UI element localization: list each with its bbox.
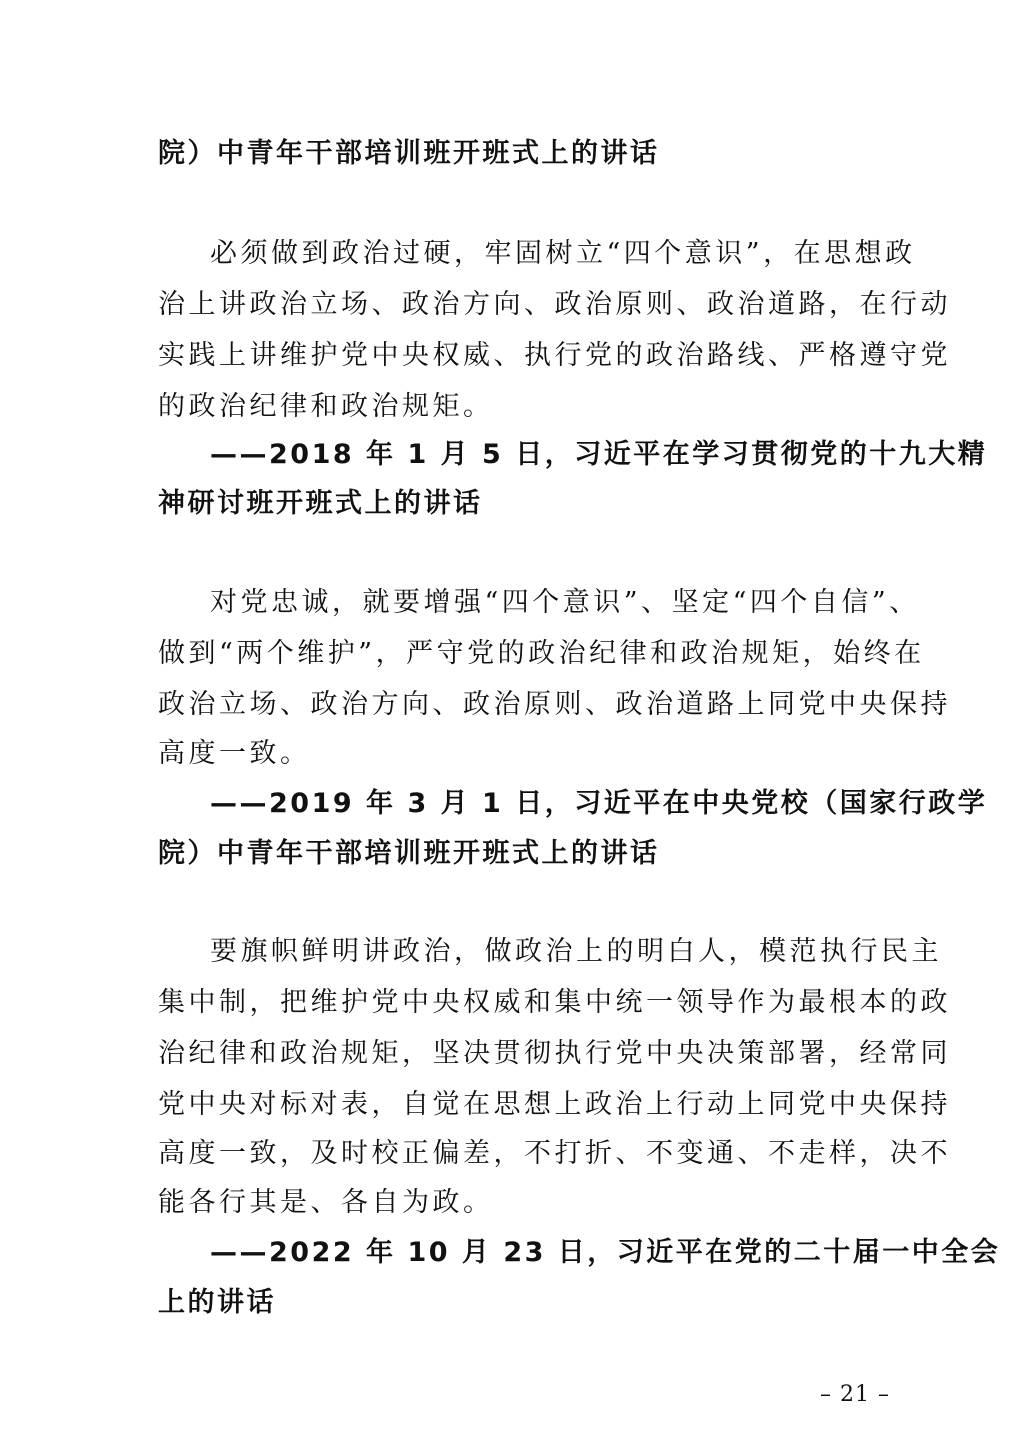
quote-text-line: 政治立场、政治方向、政治原则、政治道路上同党中央保持: [158, 689, 951, 720]
source-citation-line: 神研讨班开班式上的讲话: [158, 488, 483, 519]
quote-text-line: 必须做到政治过硬，牢固树立“四个意识”，在思想政: [210, 238, 916, 269]
quote-text-line: 高度一致，及时校正偏差，不打折、不变通、不走样，决不: [158, 1138, 951, 1169]
quote-text-line: 实践上讲维护党中央权威、执行党的政治路线、严格遵守党: [158, 340, 951, 371]
source-citation-line: 院）中青年干部培训班开班式上的讲话: [158, 838, 660, 869]
quote-text-line: 集中制，把维护党中央权威和集中统一领导作为最根本的政: [158, 987, 951, 1018]
quote-text-line: 做到“两个维护”，严守党的政治纪律和政治规矩，始终在: [158, 638, 925, 669]
quote-text-line: 要旗帜鲜明讲政治，做政治上的明白人，模范执行民主: [210, 936, 942, 967]
quote-text-line: 高度一致。: [158, 738, 311, 769]
source-citation-line: ——2019 年 3 月 1 日，习近平在中央党校（国家行政学: [210, 788, 988, 819]
source-citation-line: 院）中青年干部培训班开班式上的讲话: [158, 138, 660, 169]
quote-text-line: 党中央对标对表，自觉在思想上政治上行动上同党中央保持: [158, 1089, 951, 1120]
source-citation-line: ——2018 年 1 月 5 日，习近平在学习贯彻党的十九大精: [210, 439, 988, 470]
source-citation-line: 上的讲话: [158, 1287, 276, 1318]
quote-text-line: 能各行其是、各自为政。: [158, 1187, 494, 1218]
quote-text-line: 对党忠诚，就要增强“四个意识”、坚定“四个自信”、: [210, 587, 920, 618]
page-number: – 21 –: [820, 1382, 890, 1407]
quote-text-line: 治纪律和政治规矩，坚决贯彻执行党中央决策部署，经常同: [158, 1038, 951, 1069]
quote-text-line: 治上讲政治立场、政治方向、政治原则、政治道路，在行动: [158, 289, 951, 320]
source-citation-line: ——2022 年 10 月 23 日，习近平在党的二十届一中全会: [210, 1237, 1001, 1268]
quote-text-line: 的政治纪律和政治规矩。: [158, 391, 494, 422]
